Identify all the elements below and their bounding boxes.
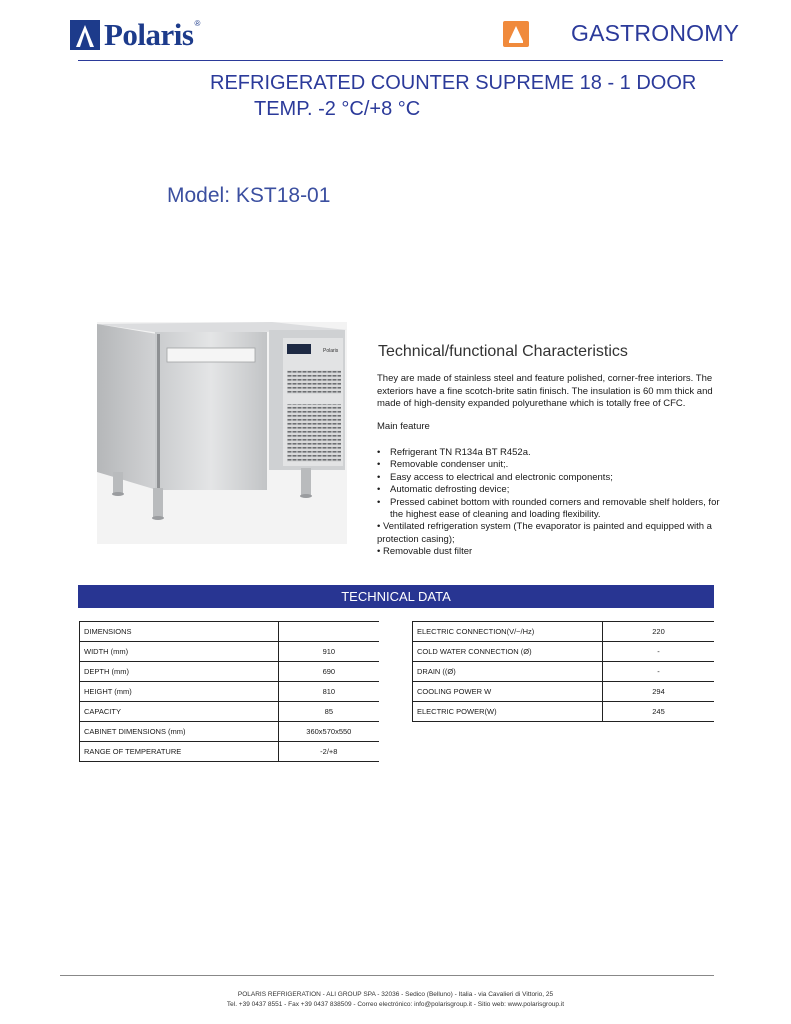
- spec-label: CAPACITY: [80, 702, 279, 722]
- table-row: [413, 702, 715, 722]
- spec-value: -2/+8: [278, 742, 379, 762]
- table-row: [80, 682, 380, 702]
- spec-value: [278, 622, 379, 642]
- table-row: [413, 622, 715, 642]
- table-row: [80, 642, 380, 662]
- refrigerated-counter-image: [97, 322, 347, 544]
- characteristics-title: Technical/functional Characteristics: [378, 343, 628, 360]
- brand-logo: [70, 18, 200, 52]
- feature-list: [377, 447, 722, 559]
- gastronomy-icon: [503, 21, 529, 47]
- feature-item: • Removable dust filter: [377, 546, 473, 558]
- spec-label: HEIGHT (mm): [80, 682, 279, 702]
- spec-value: 910: [278, 642, 379, 662]
- spec-label: DRAIN ((Ø): [413, 662, 603, 682]
- spec-label: WIDTH (mm): [80, 642, 279, 662]
- table-row: [413, 642, 715, 662]
- footer-divider: [60, 975, 714, 976]
- table-row: [80, 742, 380, 762]
- spec-value: 245: [603, 702, 715, 722]
- table-row: [413, 682, 715, 702]
- product-title-line2: TEMP. -2 °C/+8 °C: [254, 98, 421, 120]
- spec-label: CABINET DIMENSIONS (mm): [80, 722, 279, 742]
- table-row: [80, 702, 380, 722]
- table-row: [80, 622, 380, 642]
- characteristics-description: They are made of stainless steel and feature polished, corner-free interiors. The exteriors have a fine scotch-brite satin finisch. The insulation is 60 mm thick and made of high-density expanded polyurethane which is totally free of CFC.: [377, 373, 713, 410]
- footer-address: POLARIS REFRIGERATION - ALI GROUP SPA - 32036 - Sedico (Belluno) - Italia - via Cavalieri di Vittorio, 25: [237, 991, 554, 998]
- feature-item: • Removable condenser unit;.: [377, 459, 722, 471]
- spec-value: -: [603, 642, 715, 662]
- polaris-logo-icon: [70, 20, 100, 50]
- spec-value: 294: [603, 682, 715, 702]
- connections-table: [412, 621, 714, 722]
- spec-value: 810: [278, 682, 379, 702]
- spec-label: ELECTRIC POWER(W): [413, 702, 603, 722]
- feature-item: • Ventilated refrigeration system (The evaporator is painted and equipped with a protection casing);: [377, 521, 712, 545]
- spec-label: COLD WATER CONNECTION (Ø): [413, 642, 603, 662]
- table-row: [413, 662, 715, 682]
- technical-data-header: TECHNICAL DATA: [78, 585, 714, 608]
- spec-value: 690: [278, 662, 379, 682]
- spec-label: ELECTRIC CONNECTION(V/~/Hz): [413, 622, 603, 642]
- spec-label: COOLING POWER W: [413, 682, 603, 702]
- header-divider: [78, 60, 723, 61]
- spec-value: 360x570x550: [278, 722, 379, 742]
- main-feature-label: Main feature: [377, 421, 430, 432]
- product-title-line1: REFRIGERATED COUNTER SUPREME 18 - 1 DOOR: [210, 72, 697, 94]
- footer-contacts: Tel. +39 0437 8551 - Fax +39 0437 838509 - Correo electrónico: info@polarisgroup.it - Sitio web: www.polarisgroup.it: [226, 1001, 565, 1008]
- spec-label: DEPTH (mm): [80, 662, 279, 682]
- spec-label: DIMENSIONS: [80, 622, 279, 642]
- spec-value: -: [603, 662, 715, 682]
- spec-label: RANGE OF TEMPERATURE: [80, 742, 279, 762]
- spec-value: 85: [278, 702, 379, 722]
- spec-value: 220: [603, 622, 715, 642]
- table-row: [80, 662, 380, 682]
- table-row: [80, 722, 380, 742]
- model-number: Model: KST18-01: [167, 184, 331, 207]
- feature-item: • Easy access to electrical and electronic components;: [377, 472, 722, 484]
- feature-item: • Refrigerant TN R134a BT R452a.: [377, 447, 722, 459]
- panel-logo: Polaris: [323, 348, 339, 354]
- brand-reg-mark: ®: [194, 18, 201, 28]
- feature-item: • Pressed cabinet bottom with rounded corners and removable shelf holders, for the highest ease of cleaning and loading flexibility.: [377, 497, 722, 522]
- dimensions-table: [79, 621, 379, 762]
- category-label: GASTRONOMY: [571, 20, 740, 46]
- feature-item: • Automatic defrosting device;: [377, 484, 722, 496]
- brand-name: Polaris: [104, 17, 194, 52]
